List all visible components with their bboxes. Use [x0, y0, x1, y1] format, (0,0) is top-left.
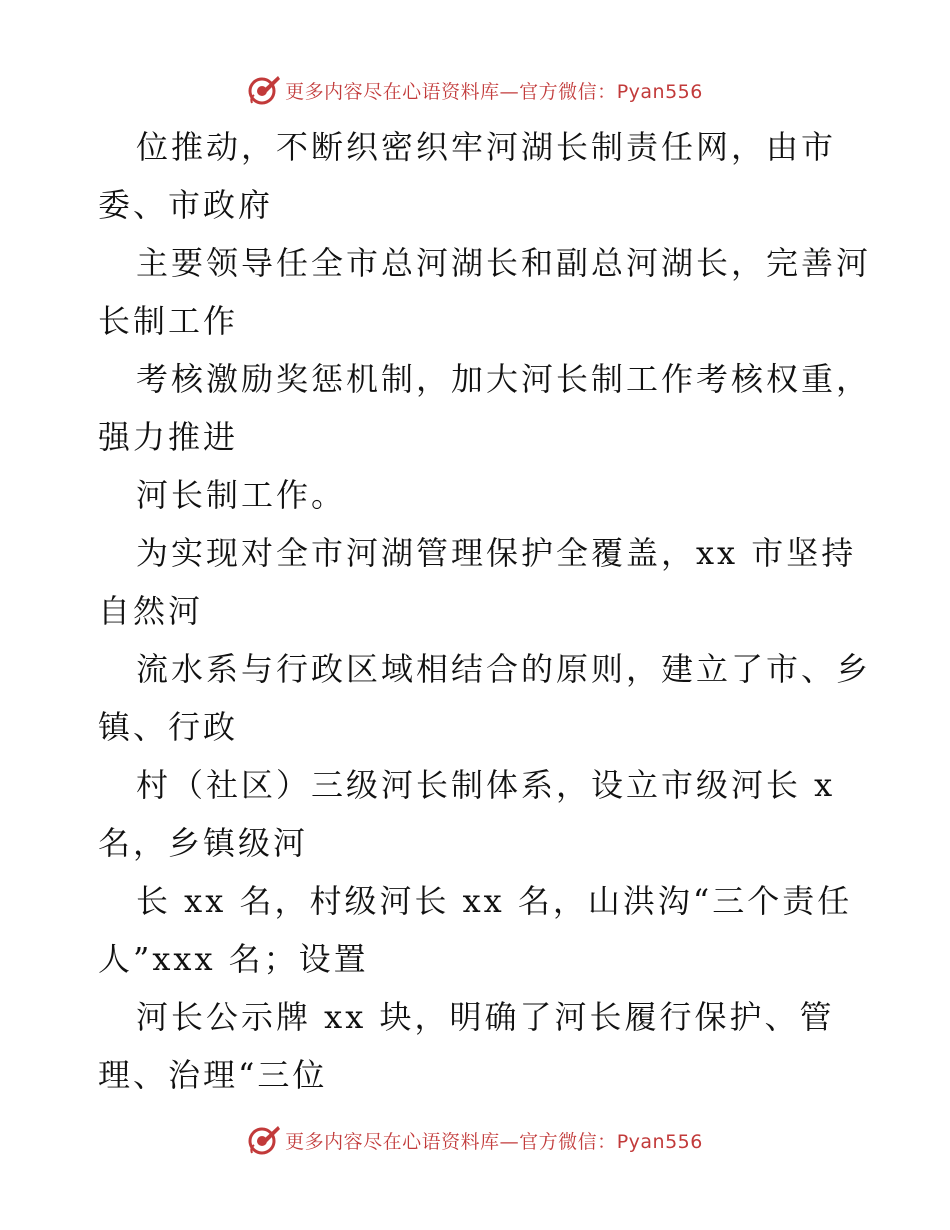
body-line: 长制工作	[98, 302, 239, 340]
header-banner-separator: —	[499, 80, 520, 103]
body-line: 长 xx 名，村级河长 xx 名，山洪沟“三个责任	[136, 882, 853, 920]
footer-banner	[0, 1120, 950, 1160]
footer-banner-wechat-label: 官方微信：	[519, 1130, 617, 1153]
header-banner-main: 更多内容尽在心语资料库	[285, 80, 500, 103]
body-line: 河长公示牌 xx 块，明确了河长履行保护、管	[136, 998, 835, 1036]
header-banner-wechat-label: 官方微信：	[519, 80, 617, 103]
body-line: 理、治理“三位	[98, 1056, 328, 1094]
footer-banner-separator: —	[499, 1130, 520, 1153]
header-banner-text	[285, 77, 703, 104]
footer-banner-main: 更多内容尽在心语资料库	[285, 1130, 500, 1153]
body-line: 镇、行政	[98, 708, 239, 746]
header-banner	[0, 70, 950, 110]
body-line: 为实现对全市河湖管理保护全覆盖，xx 市坚持	[136, 534, 857, 572]
body-line: 河长制工作。	[136, 476, 347, 514]
body-line: 位推动，不断织密织牢河湖长制责任网，由市	[136, 128, 837, 166]
footer-banner-wechat-id: Pyan556	[616, 1130, 703, 1153]
body-line: 考核激励奖惩机制，加大河长制工作考核权重，	[136, 360, 872, 398]
body-line: 强力推进	[98, 418, 239, 456]
header-banner-wechat-id: Pyan556	[616, 80, 703, 103]
pen-logo-icon	[247, 1123, 281, 1157]
body-line: 委、市政府	[98, 186, 274, 224]
body-line: 主要领导任全市总河湖长和副总河湖长，完善河	[136, 244, 872, 282]
pen-logo-icon	[247, 73, 281, 107]
document-body	[98, 118, 872, 1104]
body-line: 名，乡镇级河	[98, 824, 309, 862]
body-line: 村（社区）三级河长制体系，设立市级河长 x	[136, 766, 836, 804]
footer-banner-text	[285, 1127, 703, 1154]
body-line: 自然河	[98, 592, 204, 630]
body-line: 流水系与行政区域相结合的原则，建立了市、乡	[136, 650, 872, 688]
body-line: 人”xxx 名；设置	[98, 940, 369, 978]
